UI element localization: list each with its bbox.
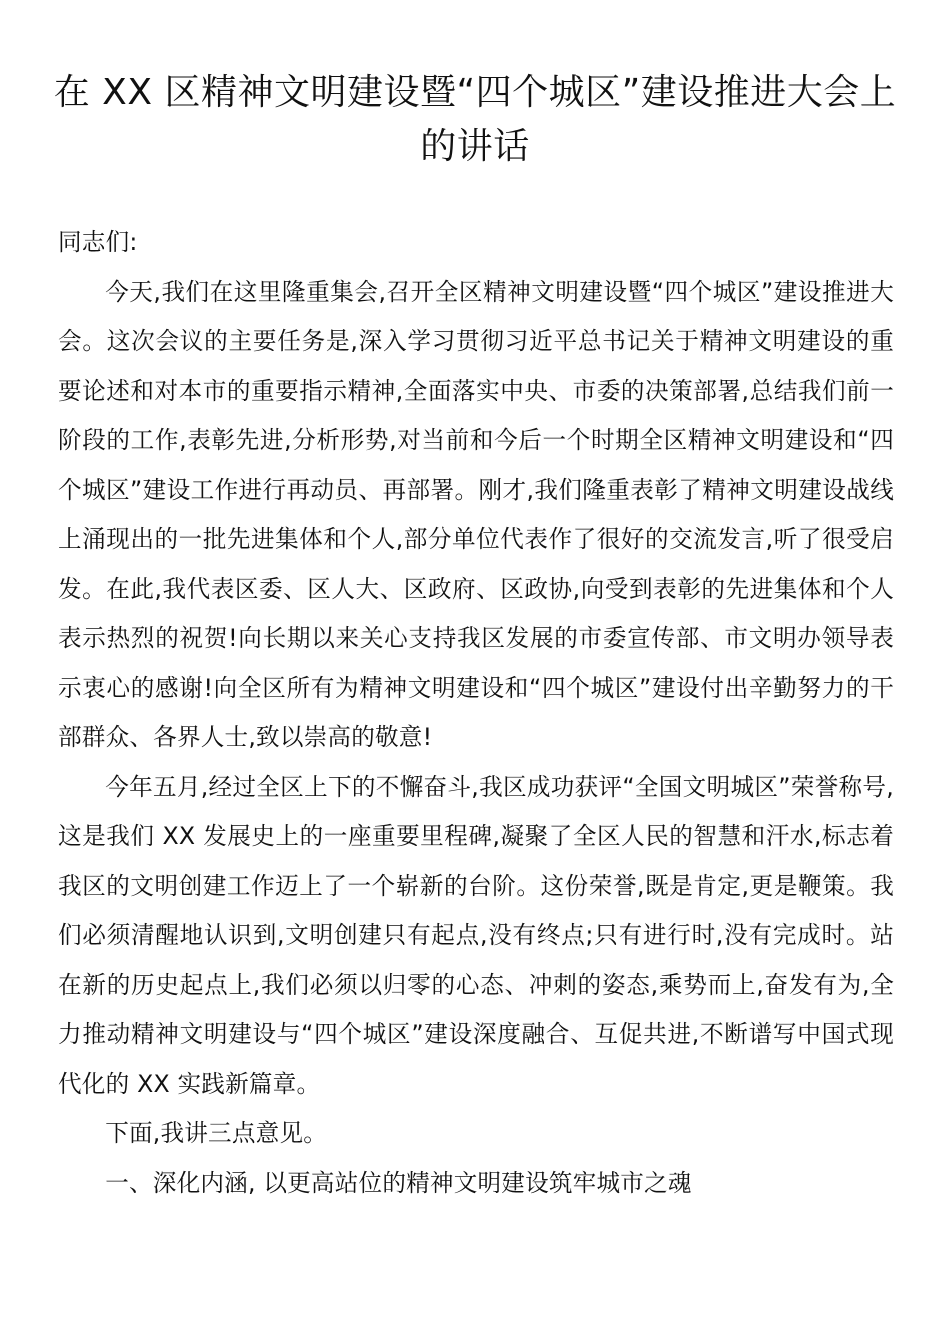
- salutation: 同志们:: [58, 228, 138, 256]
- document-body: [58, 218, 894, 1208]
- section-heading-1: 一、深化内涵, 以更高站位的精神文明建设筑牢城市之魂: [105, 1168, 692, 1197]
- paragraph-honor: 今年五月,经过全区上下的不懈奋斗,我区成功获评“全国文明城区”荣誉称号,这是我们 XX 发展史上的一座重要里程碑,凝聚了全区人民的智慧和汗水,标志着我区的文明创建工作迈上了一个崭新的台阶。这份荣誉,既是肯定,更是鞭策。我们必须清醒地认识到,文明创建只有起点,没有终点;只有进行时,没有完成时。站在新的历史起点上,我们必须以归零的心态、冲刺的姿态,乘势而上,奋发有为,全力推动精神文明建设与“四个城区”建设深度融合、互促共进,不断谱写中国式现代化的 XX 实践新篇章。: [58, 772, 894, 1098]
- paragraph-opening: 今天,我们在这里隆重集会,召开全区精神文明建设暨“四个城区”建设推进大会。这次会议的主要任务是,深入学习贯彻习近平总书记关于精神文明建设的重要论述和对本市的重要指示精神,全面落实中央、市委的决策部署,总结我们前一阶段的工作,表彰先进,分析形势,对当前和今后一个时期全区精神文明建设和“四个城区”建设工作进行再动员、再部署。刚才,我们隆重表彰了精神文明建设战线上涌现出的一批先进集体和个人,部分单位代表作了很好的交流发言,听了很受启发。在此,我代表区委、区人大、区政府、区政协,向受到表彰的先进集体和个人表示热烈的祝贺!向长期以来关心支持我区发展的市委宣传部、市文明办领导表示衷心的感谢!向全区所有为精神文明建设和“四个城区”建设付出辛勤努力的干部群众、各界人士,致以崇高的敬意!: [58, 277, 894, 751]
- document-title: 在 XX 区精神文明建设暨“四个城区”建设推进大会上的讲话: [53, 72, 897, 167]
- paragraph-transition: 下面,我讲三点意见。: [105, 1119, 328, 1147]
